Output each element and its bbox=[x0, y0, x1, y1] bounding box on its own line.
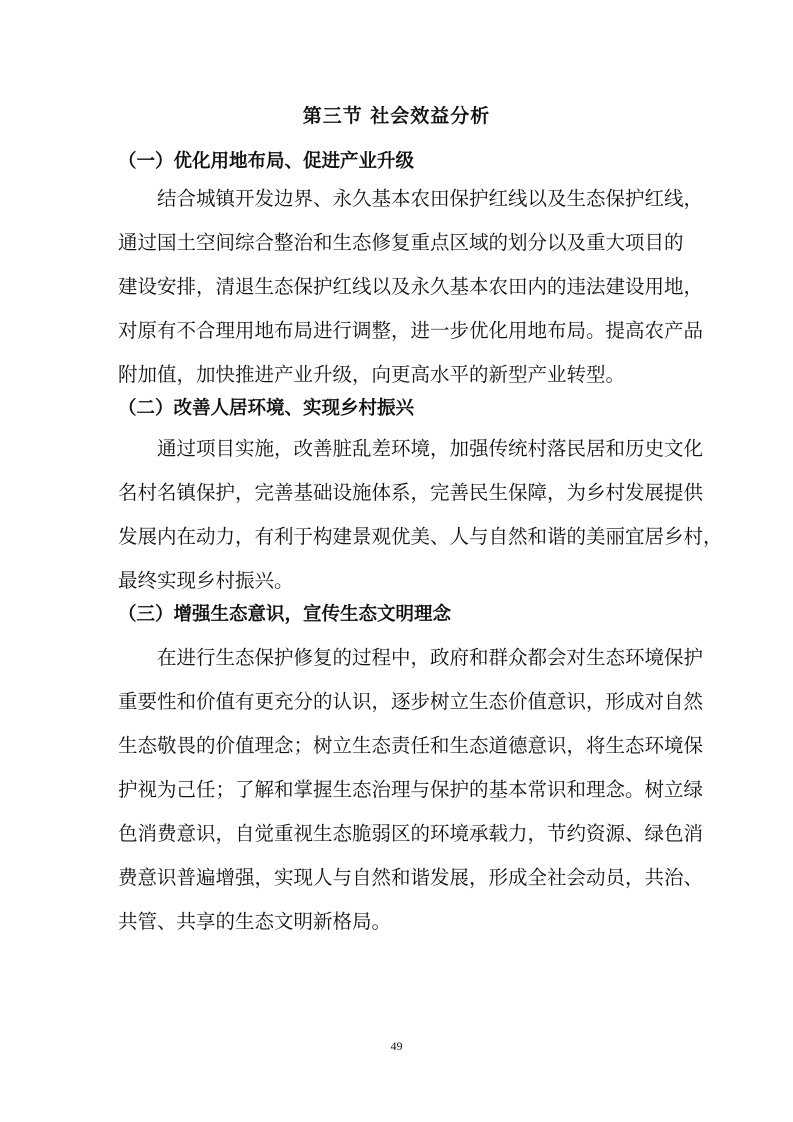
paragraph-line: 对原有不合理用地布局进行调整，进一步优化用地布局。提高农产品 bbox=[118, 319, 704, 342]
paragraph-line: 建设安排，清退生态保护红线以及永久基本农田内的违法建设用地， bbox=[118, 275, 704, 298]
paragraph-line: 结合城镇开发边界、永久基本农田保护红线以及生态保护红线， bbox=[157, 187, 704, 210]
paragraph-line: 色消费意识，自觉重视生态脆弱区的环境承载力，节约资源、绿色消 bbox=[118, 822, 704, 845]
paragraph-line: 生态敬畏的价值理念；树立生态责任和生态道德意识，将生态环境保 bbox=[118, 734, 704, 757]
paragraph-line: 通过项目实施，改善脏乱差环境，加强传统村落民居和历史文化 bbox=[157, 437, 704, 460]
paragraph-line: 在进行生态保护修复的过程中，政府和群众都会对生态环境保护 bbox=[157, 646, 704, 669]
paragraph-line: 通过国土空间综合整治和生态修复重点区域的划分以及重大项目的 bbox=[118, 231, 684, 254]
section-2-paragraph bbox=[118, 427, 723, 603]
page-number: 49 bbox=[390, 1039, 403, 1053]
section-3-paragraph bbox=[118, 636, 704, 944]
section-2-heading: （二）改善人居环境、实现乡村振兴 bbox=[118, 398, 415, 419]
section-1-heading: （一）优化用地布局、促进产业升级 bbox=[118, 151, 415, 172]
section-title: 第三节 社会效益分析 bbox=[302, 105, 491, 127]
section-3-heading: （三）增强生态意识，宣传生态文明理念 bbox=[118, 604, 452, 625]
paragraph-line: 发展内在动力，有利于构建景观优美、人与自然和谐的美丽宜居乡村， bbox=[118, 525, 723, 548]
section-1-paragraph bbox=[118, 177, 704, 397]
paragraph-line: 护视为己任；了解和掌握生态治理与保护的基本常识和理念。树立绿 bbox=[118, 778, 704, 801]
paragraph-line: 共管、共享的生态文明新格局。 bbox=[118, 910, 392, 933]
paragraph-line: 重要性和价值有更充分的认识，逐步树立生态价值意识，形成对自然 bbox=[118, 690, 704, 713]
paragraph-line: 附加值，加快推进产业升级，向更高水平的新型产业转型。 bbox=[118, 363, 626, 386]
paragraph-line: 费意识普遍增强，实现人与自然和谐发展，形成全社会动员，共治、 bbox=[118, 866, 704, 889]
paragraph-line: 名村名镇保护，完善基础设施体系，完善民生保障，为乡村发展提供 bbox=[118, 481, 704, 504]
paragraph-line: 最终实现乡村振兴。 bbox=[118, 569, 294, 592]
